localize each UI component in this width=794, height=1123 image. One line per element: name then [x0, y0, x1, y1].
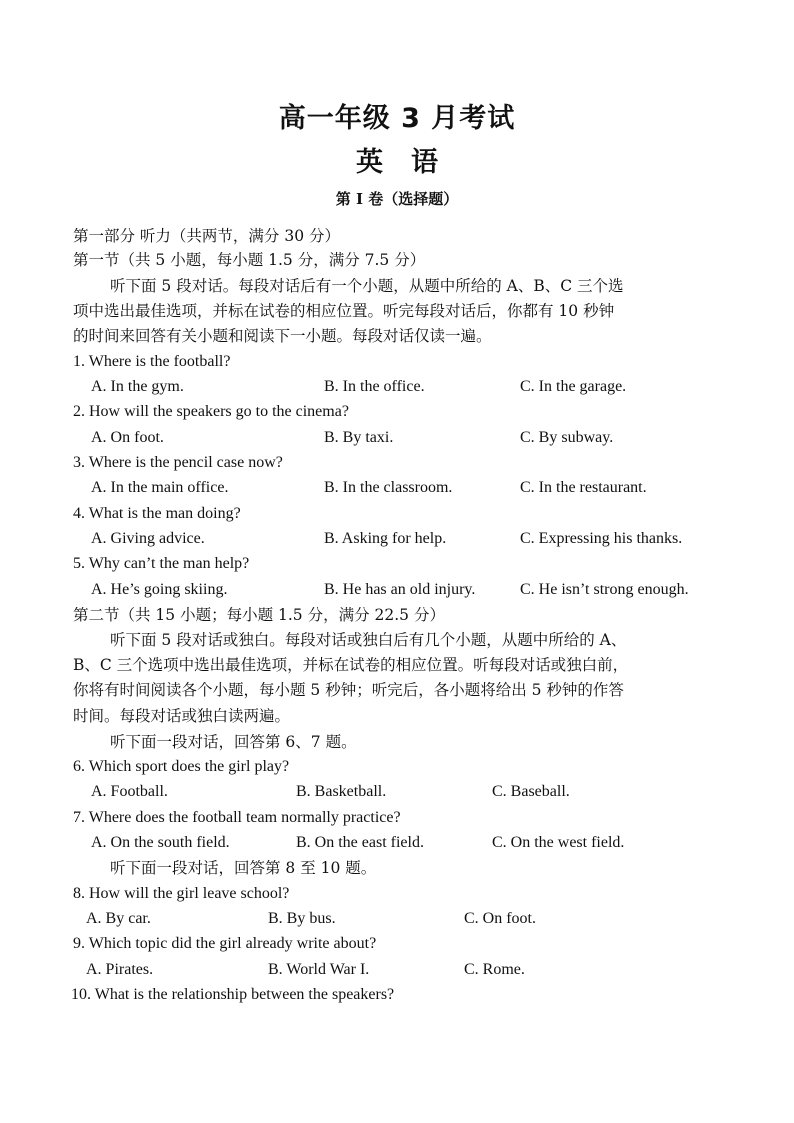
option-c: C. By subway.: [520, 429, 614, 446]
option-a: A. On foot.: [91, 429, 164, 446]
option-c: C. Expressing his thanks.: [520, 530, 683, 547]
option-b: B. By taxi.: [324, 429, 394, 446]
question-text: 4. What is the man doing?: [73, 505, 241, 522]
option-c: C. He isn’t strong enough.: [520, 581, 689, 598]
question-text: 8. How will the girl leave school?: [73, 885, 290, 902]
question-text: 5. Why can’t the man help?: [73, 555, 250, 572]
option-a: A. On the south field.: [91, 834, 230, 851]
instruction-line: 听下面 5 段对话。每段对话后有一个小题，从题中所给的 A、B、C 三个选: [110, 277, 624, 295]
option-c: C. Baseball.: [492, 783, 570, 800]
question-text: 2. How will the speakers go to the cinema?: [73, 403, 349, 420]
option-b: B. Asking for help.: [324, 530, 447, 547]
option-b: B. World War I.: [268, 961, 370, 978]
question-text: 9. Which topic did the girl already write about?: [73, 935, 377, 952]
question-text: 7. Where does the football team normally practice?: [73, 809, 401, 826]
question-text: 3. Where is the pencil case now?: [73, 454, 283, 471]
option-b: B. On the east field.: [296, 834, 424, 851]
option-c: C. On foot.: [464, 910, 536, 927]
subject-char-2: 语: [411, 147, 438, 178]
option-a: A. He’s going skiing.: [91, 581, 228, 598]
option-b: B. He has an old injury.: [324, 581, 476, 598]
option-a: A. Football.: [91, 783, 168, 800]
group-note: 听下面一段对话，回答第 8 至 10 题。: [110, 859, 377, 877]
section-heading: 第一节（共 5 小题，每小题 1.5 分，满分 7.5 分）: [73, 251, 426, 269]
option-a: A. In the main office.: [91, 479, 229, 496]
option-b: B. In the office.: [324, 378, 425, 395]
option-c: C. Rome.: [464, 961, 525, 978]
section-heading: 第二节（共 15 小题；每小题 1.5 分，满分 22.5 分）: [73, 606, 445, 624]
question-text: 10. What is the relationship between the speakers?: [71, 986, 395, 1003]
subject-char-1: 英: [356, 147, 383, 178]
instruction-line: 你将有时间阅读各个小题，每小题 5 秒钟；听完后，各小题将给出 5 秒钟的作答: [73, 681, 624, 699]
option-a: A. By car.: [86, 910, 151, 927]
option-b: B. In the classroom.: [324, 479, 453, 496]
option-a: A. Giving advice.: [91, 530, 205, 547]
instruction-line: 时间。每段对话或独白读两遍。: [73, 707, 291, 725]
question-text: 6. Which sport does the girl play?: [73, 758, 290, 775]
volume-title: 第 I 卷（选择题）: [335, 190, 459, 208]
subject-title: [0, 140, 794, 179]
option-b: B. Basketball.: [296, 783, 387, 800]
part-heading: 第一部分 听力（共两节，满分 30 分）: [73, 227, 341, 245]
option-c: C. In the garage.: [520, 378, 627, 395]
instruction-line: 听下面 5 段对话或独白。每段对话或独白后有几个小题，从题中所给的 A、: [110, 631, 627, 649]
option-b: B. By bus.: [268, 910, 336, 927]
instruction-line: 项中选出最佳选项，并标在试卷的相应位置。听完每段对话后，你都有 10 秒钟: [73, 302, 615, 320]
option-a: A. Pirates.: [86, 961, 154, 978]
option-c: C. In the restaurant.: [520, 479, 647, 496]
instruction-line: 的时间来回答有关小题和阅读下一小题。每段对话仅读一遍。: [73, 327, 492, 345]
option-a: A. In the gym.: [91, 378, 184, 395]
instruction-line: B、C 三个选项中选出最佳选项，并标在试卷的相应位置。听每段对话或独白前，: [73, 656, 629, 674]
question-text: 1. Where is the football?: [73, 353, 231, 370]
option-c: C. On the west field.: [492, 834, 625, 851]
group-note: 听下面一段对话，回答第 6、7 题。: [110, 733, 357, 751]
exam-title: 高一年级 3 月考试: [278, 103, 516, 134]
